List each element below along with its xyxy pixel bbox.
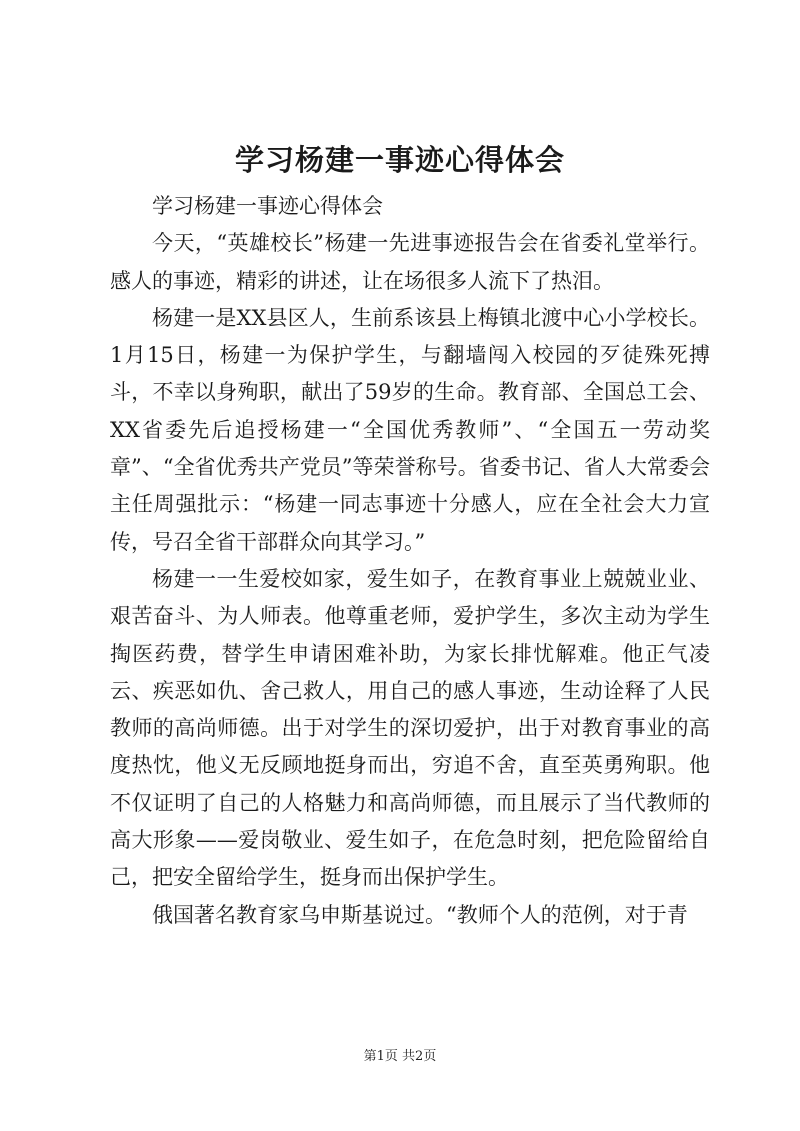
- paragraph-character: 杨建一一生爱校如家，爱生如子，在教育事业上兢兢业业、艰苦奋斗、为人师表。他尊重老师，爱护学生，多次主动为学生掏医药费，替学生申请困难补助，为家长排忧解难。他正气凌云、疾恶如仇、舍己救人，用自己的感人事迹，生动诠释了人民教师的高尚师德。出于对学生的深切爱护，出于对教育事业的高度热忱，他义无反顾地挺身而出，穷追不舍，直至英勇殉职。他不仅证明了自己的人格魅力和高尚师德，而且展示了当代教师的高大形象——爱岗敬业、爱生如子，在危急时刻，把危险留给自己，把安全留给学生，挺身而出保护学生。: [110, 566, 710, 890]
- document-title: 学习杨建一事迹心得体会: [234, 143, 565, 177]
- page-footer: 第1页 共2页: [363, 1049, 437, 1064]
- paragraph-intro: 今天，“英雄校长”杨建一先进事迹报告会在省委礼堂举行。感人的事迹，精彩的讲述，让在场很多人流下了热泪。: [110, 231, 710, 293]
- document-body: [110, 188, 710, 934]
- paragraph-quote: 俄国著名教育家乌申斯基说过。“教师个人的范例，对于青: [152, 902, 688, 927]
- paragraph-background: 杨建一是XX县区人，生前系该县上梅镇北渡中心小学校长。1月15日，杨建一为保护学生，与翻墙闯入校园的歹徒殊死搏斗，不幸以身殉职，献出了59岁的生命。教育部、全国总工会、XX省委先后追授杨建一“全国优秀教师”、“全国五一劳动奖章”、“全省优秀共产党员”等荣誉称号。省委书记、省人大常委会主任周强批示：“杨建一同志事迹十分感人，应在全社会大力宣传，号召全省干部群众向其学习。”: [110, 305, 710, 554]
- paragraph-subtitle: 学习杨建一事迹心得体会: [152, 194, 383, 218]
